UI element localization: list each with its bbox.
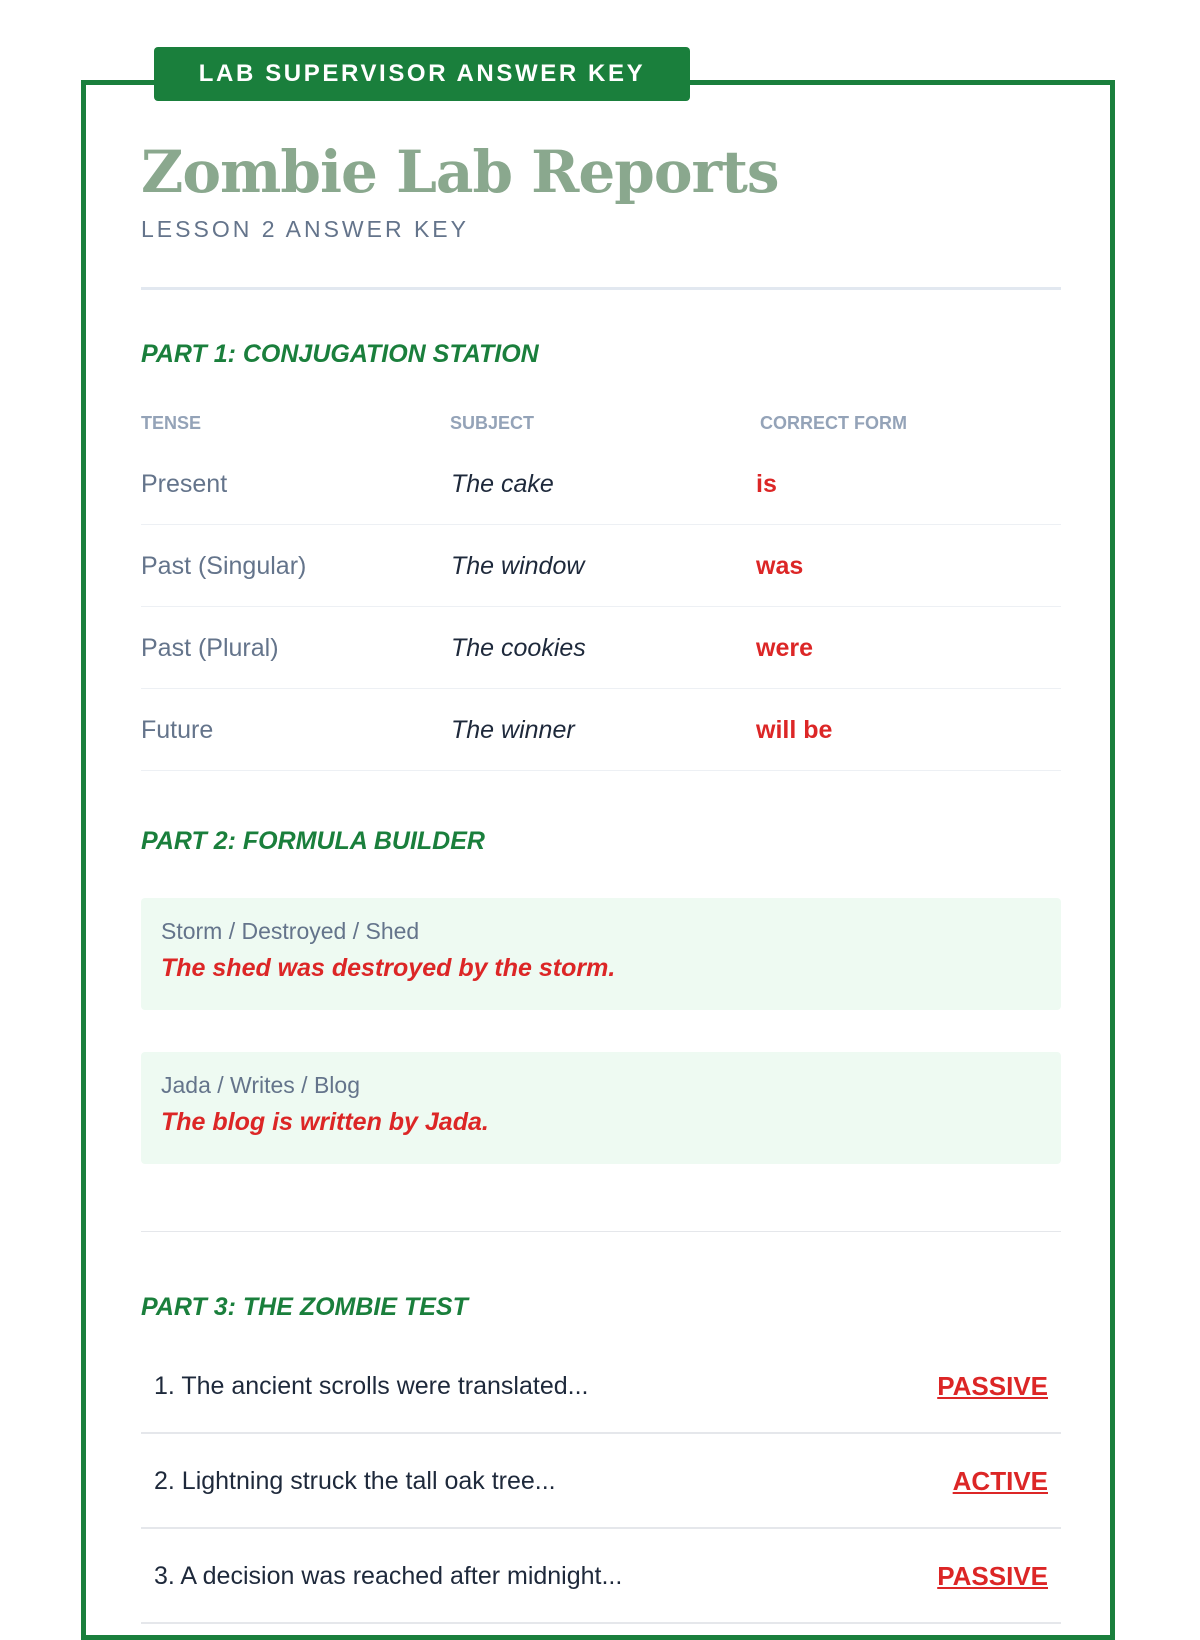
part1-heading: PART 1: CONJUGATION STATION [141,340,539,368]
table-row [141,525,1061,607]
part2-heading: PART 2: FORMULA BUILDER [141,827,485,855]
formula-answer: The shed was destroyed by the storm. [161,954,616,982]
tense-cell: Past (Singular) [141,552,307,580]
page-title: Zombie Lab Reports [141,138,779,206]
voice-answer: PASSIVE [937,1561,1048,1591]
list-item [141,1529,1061,1624]
answer-key-badge: LAB SUPERVISOR ANSWER KEY [154,47,690,101]
correct-form-cell: were [756,634,813,662]
section-divider [141,1231,1061,1232]
subject-cell: The window [451,552,585,580]
subject-cell: The winner [451,716,575,744]
correct-form-cell: was [756,552,804,580]
correct-form-cell: is [756,470,777,498]
part3-heading: PART 3: THE ZOMBIE TEST [141,1293,468,1321]
table-row [141,607,1061,689]
column-header-tense: TENSE [141,413,202,433]
formula-item [141,898,1061,1010]
tense-cell: Present [141,470,228,498]
correct-form-cell: will be [756,716,833,744]
voice-answer: ACTIVE [952,1466,1048,1496]
list-item [141,1339,1061,1434]
column-header-subject: SUBJECT [450,413,535,433]
formula-prompt: Jada / Writes / Blog [161,1072,360,1098]
page-subtitle: LESSON 2 ANSWER KEY [141,216,469,242]
formula-answer: The blog is written by Jada. [161,1108,489,1136]
tense-cell: Future [141,716,214,744]
table-row [141,689,1061,771]
header-divider [141,287,1061,290]
voice-answer: PASSIVE [937,1371,1048,1401]
formula-prompt: Storm / Destroyed / Shed [161,918,420,944]
test-sentence: 2. Lightning struck the tall oak tree... [154,1467,556,1495]
formula-item [141,1052,1061,1164]
column-header-correct-form: CORRECT FORM [760,413,907,433]
tense-cell: Past (Plural) [141,634,279,662]
test-sentence: 3. A decision was reached after midnight... [154,1562,623,1590]
subject-cell: The cookies [451,634,586,662]
test-sentence: 1. The ancient scrolls were translated... [154,1372,589,1400]
table-row [141,443,1061,525]
subject-cell: The cake [451,470,554,498]
list-item [141,1434,1061,1529]
